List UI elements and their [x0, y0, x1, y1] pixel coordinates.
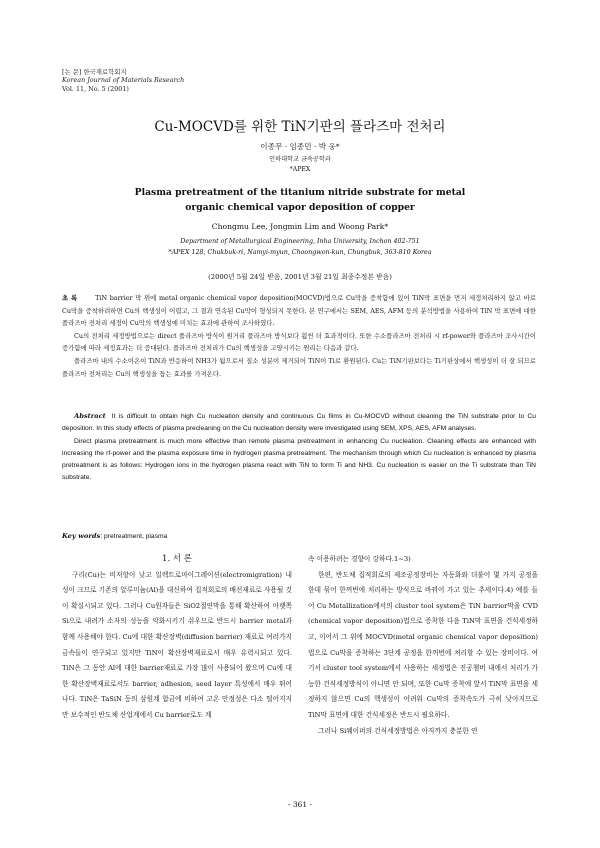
korean-abstract-label: 초 록	[62, 294, 78, 302]
english-abstract-p2: Direct plasma pretreatment is much more effective than remote plasma pretreatment in enhancing Cu nucleation. Cleaning effects are enhanced with increasing the rf-power and the plasma exposure time in hydrogen plasma pretreatment. The mechanism through which Cu nucleation is enhanced by plasma pretreatment is as follows: Hydrogen ions in the hydrogen plasma react with TiN to form Ti and NH3. Cu nucleation is easier on the Ti substrate than TiN substrate.	[62, 437, 536, 482]
right-column-paragraph-2: 그러나 Si웨이퍼의 건식세정방법은 아직까지 충분한 연	[318, 726, 478, 735]
right-column-paragraph-1: 한편, 반도체 집적회로의 제조공정장비는 자동화와 더불어 몇 가지 공정을 한데 묶어 한꺼번에 처리하는 방식으로 바꿔어 가고 있는 추세이다.4) 예를 들어 Cu Metallization에서의 cluster tool system은 TiN barrier막을 CVD (chemical vapor deposition)법으로 증착한 다음 TiN막 표면을 건식세정하고, 이어서 그 위에 MOCVD(metal organic chemical vapor deposition)법으로 Cu막을 증착하는 3단계 공정을 한꺼번에 처리할 수 있는 장비이다. 여기서 cluster tool system에서 사용하는 세정법은 진공챔버 내에서 처리가 가능한 건식세정방식이 아니면 안 되며, 또한 Cu막 증착에 앞서 TiN막 표면을 세정하지 않으면 Cu의 핵생성이 어려워 Cu막의 증착속도가 극히 낮아지므로 TiN막 표면에 대한 건식세정은 반드시 필요하다.	[308, 570, 538, 719]
keywords-value: : pretreatment, plasma	[100, 533, 168, 540]
english-abstract	[62, 410, 536, 485]
journal-line-english: Korean Journal of Materials Research	[62, 76, 185, 85]
body-column-left	[62, 552, 292, 724]
english-abstract-p1: It is difficult to obtain high Cu nucleation density and continuous Cu films in Cu-MOCVD without cleaning the TiN substrate prior to Cu deposition. In this study effects of plasma precleaning on the Cu nucleation density were investigated using SEM, XPS, AES, AFM analyses.	[62, 413, 536, 433]
body-column-right	[308, 552, 538, 739]
korean-affiliation-1: 인하대학교 금속공학과	[269, 156, 331, 163]
english-title	[0, 185, 600, 215]
english-title-line-2: organic chemical vapor deposition of copper	[185, 202, 415, 213]
korean-title: Cu-MOCVD를 위한 TiN기판의 플라즈마 전처리	[154, 119, 446, 135]
keywords	[62, 532, 167, 540]
section-heading-introduction: 1. 서 론	[162, 554, 192, 564]
english-affiliation-1: Department of Metallurgical Engineering, Inha University, Inchon 402-751	[180, 238, 420, 245]
received-dates: (2000년 5월 24일 받음, 2001년 3월 21일 최종수정본 받음)	[208, 273, 392, 281]
right-column-continuation: 속 이용하려는 경향이 강하다.1~3)	[308, 555, 411, 563]
english-authors: Chongmu Lee, Jongmin Lim and Woong Park*	[211, 222, 389, 231]
journal-line-korean: [논 문] 한국재료학회지	[62, 68, 127, 76]
keywords-label: Key words	[62, 532, 101, 540]
english-title-line-1: Plasma pretreatment of the titanium nitride substrate for metal	[134, 187, 466, 198]
page-number: - 361 -	[287, 800, 313, 809]
english-affiliation	[0, 237, 600, 258]
korean-abstract-p3: 플라즈마 내의 수소이온이 TiN과 반응하여 NH3가 됨으로서 질소 성분이 제거되어 TiN이 Ti로 환원된다. Cu는 TiN기판보다는 Ti기판상에서 핵생성이 더 잘 되므로 플라즈마 전처리는 Cu의 핵생성을 돕는 효과를 가져온다.	[62, 356, 536, 378]
korean-abstract-p1: TiN barrier 막 위에 metal organic chemical vapor deposition(MOCVD)법으로 Cu막을 증착함에 있어 TiN막 표면을 먼저 세정처리하지 않고 바로 Cu막을 증착하려하면 Cu의 핵생성이 어렵고, 그 결과 연속된 Cu막이 형성되지 못한다. 본 연구에서는 SEM, AES, AFM 등의 분석방법을 사용하여 TiN 막 표면에 대한 플라즈마 전처리 세정이 Cu막의 핵생성에 미치는 효과에 관하여 조사하였다.	[62, 294, 536, 328]
korean-authors: 이종무 · 임종민 · 박 웅*	[260, 142, 340, 151]
english-abstract-label: Abstract	[74, 412, 106, 420]
journal-header	[62, 68, 184, 93]
left-column-paragraph: 구리(Cu)는 비저항이 낮고 일렉트로마이그레이션(electromigration) 내성이 크므로 기존의 알루미늄(Al)을 대신하여 집적회로의 배선재료로 사용될 것이 확실시되고 있다. 그러나 Cu원자들은 SiO2절연막을 통해 확산하여 아랫쪽 Si으로 내려가 소자의 성능을 악화시키기 쉬우므로 반드시 barrier metal과 함께 사용해야 한다. Cu에 대한 확산장벽(diffusion barrier) 재료로 여러가지 금속들이 연구되고 있지만 TiN이 확산장벽재료로서 매우 유력시되고 있다. TiN은 그 동안 Al에 대한 barrier재료로 가장 많이 사용되어 왔으며 Cu에 대한 확산장벽재료로서도 barrier, adhesion, seed layer 특성에서 매우 뛰어나다. TiN은 TaSiN 등의 삼원계 합금에 비하여 고온 안정성은 다소 떨어지지만 보수적인 반도체 산업계에서 Cu barrier로도 계	[62, 570, 292, 719]
korean-affiliation-2: *APEX	[289, 166, 311, 173]
english-affiliation-2: *APEX 128, Chukbuk-ri, Namyi-myun, Choongwon-kun, Chungbuk, 363-810 Korea	[168, 248, 432, 256]
korean-abstract-p2: Cu의 전처리 세정방법으로는 direct 플라즈마 방식이 원거리 플라즈마 방식보다 훨씬 더 효과적이다. 또한 수소플라즈마 전처리 시 rf-power와 플라즈마 조사시간이 증가함에 따라 세정효과는 더 증대된다. 플라즈마 전처리가 Cu의 핵생성을 고양시키는 원리는 다음과 같다.	[62, 331, 536, 353]
journal-volume: Vol. 11, No. 5 (2001)	[62, 84, 129, 93]
korean-affiliation	[0, 155, 600, 175]
korean-abstract	[62, 292, 536, 380]
